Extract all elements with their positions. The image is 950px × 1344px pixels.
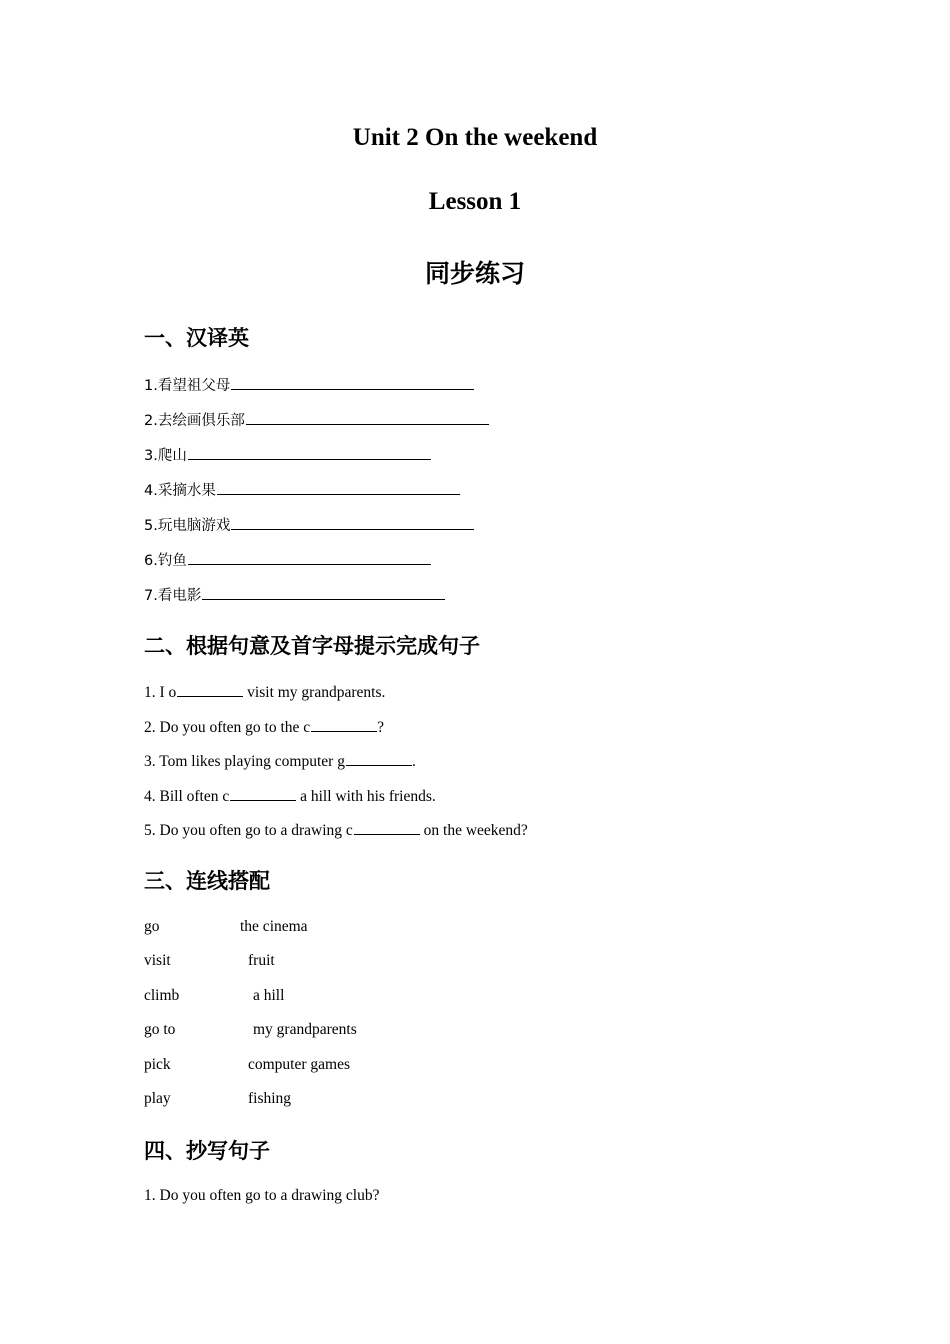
match-right-item[interactable]: a hill [253,987,285,1004]
answer-blank[interactable] [188,445,431,460]
fill-item [144,786,436,806]
fill-item-after: visit my grandparents. [243,684,386,701]
fill-item-before: 5. Do you often go to a drawing c [144,822,353,839]
fill-item-after: ? [377,719,385,736]
fill-item [144,682,385,702]
fill-item-after: on the weekend? [419,822,528,839]
section2-heading: 二、根据句意及首字母提示完成句子 [144,634,480,658]
match-right-item[interactable]: computer games [248,1056,351,1073]
translate-item [144,549,431,570]
exercise-subtitle: 同步练习 [424,259,525,288]
answer-blank[interactable] [231,515,474,530]
answer-blank[interactable] [231,375,474,390]
fill-item-before: 1. I o [144,684,177,701]
translate-item [144,479,460,500]
answer-blank[interactable] [230,786,296,801]
fill-item-before: 2. Do you often go to the c [144,719,311,736]
answer-blank[interactable] [202,585,445,600]
answer-blank[interactable] [311,717,377,732]
page-title: Unit 2 On the weekend [352,124,598,151]
section1-heading: 一、汉译英 [144,326,249,350]
fill-item [144,717,384,737]
translate-item-text: 4.采摘水果 [144,483,216,499]
translate-item [144,374,474,395]
fill-item [144,820,528,840]
fill-item-before: 4. Bill often c [144,788,230,805]
translate-item [144,444,431,465]
fill-item [144,751,416,771]
section4-heading: 四、抄写句子 [144,1139,270,1163]
translate-item-text: 3.爬山 [144,448,187,464]
match-left-item[interactable]: visit [144,952,171,969]
fill-item-after: . [411,753,416,770]
match-right-item[interactable]: the cinema [240,918,308,935]
match-right-item[interactable]: fishing [248,1090,292,1107]
copy-item: 1. Do you often go to a drawing club? [144,1187,380,1204]
fill-item-before: 3. Tom likes playing computer g [144,753,345,770]
translate-item [144,409,489,430]
match-right-item[interactable]: my grandparents [253,1021,357,1038]
answer-blank[interactable] [188,550,431,565]
match-left-item[interactable]: climb [144,987,180,1004]
translate-item-text: 7.看电影 [144,588,202,604]
match-left-item[interactable]: play [144,1090,171,1107]
translate-item [144,514,474,535]
answer-blank[interactable] [246,410,489,425]
translate-item-text: 5.玩电脑游戏 [144,518,231,534]
match-left-item[interactable]: go to [144,1021,176,1038]
match-left-item[interactable]: pick [144,1056,171,1073]
lesson-title: Lesson 1 [428,188,522,215]
translate-item-text: 6.钓鱼 [144,553,187,569]
fill-item-after: a hill with his friends. [296,788,436,805]
translate-item-text: 1.看望祖父母 [144,378,231,394]
translate-item-text: 2.去绘画俱乐部 [144,413,245,429]
answer-blank[interactable] [177,682,243,697]
translate-item [144,584,445,605]
section3-heading: 三、连线搭配 [144,869,270,893]
match-right-item[interactable]: fruit [248,952,275,969]
answer-blank[interactable] [354,820,420,835]
match-left-item[interactable]: go [144,918,160,935]
answer-blank[interactable] [346,751,412,766]
answer-blank[interactable] [217,480,460,495]
